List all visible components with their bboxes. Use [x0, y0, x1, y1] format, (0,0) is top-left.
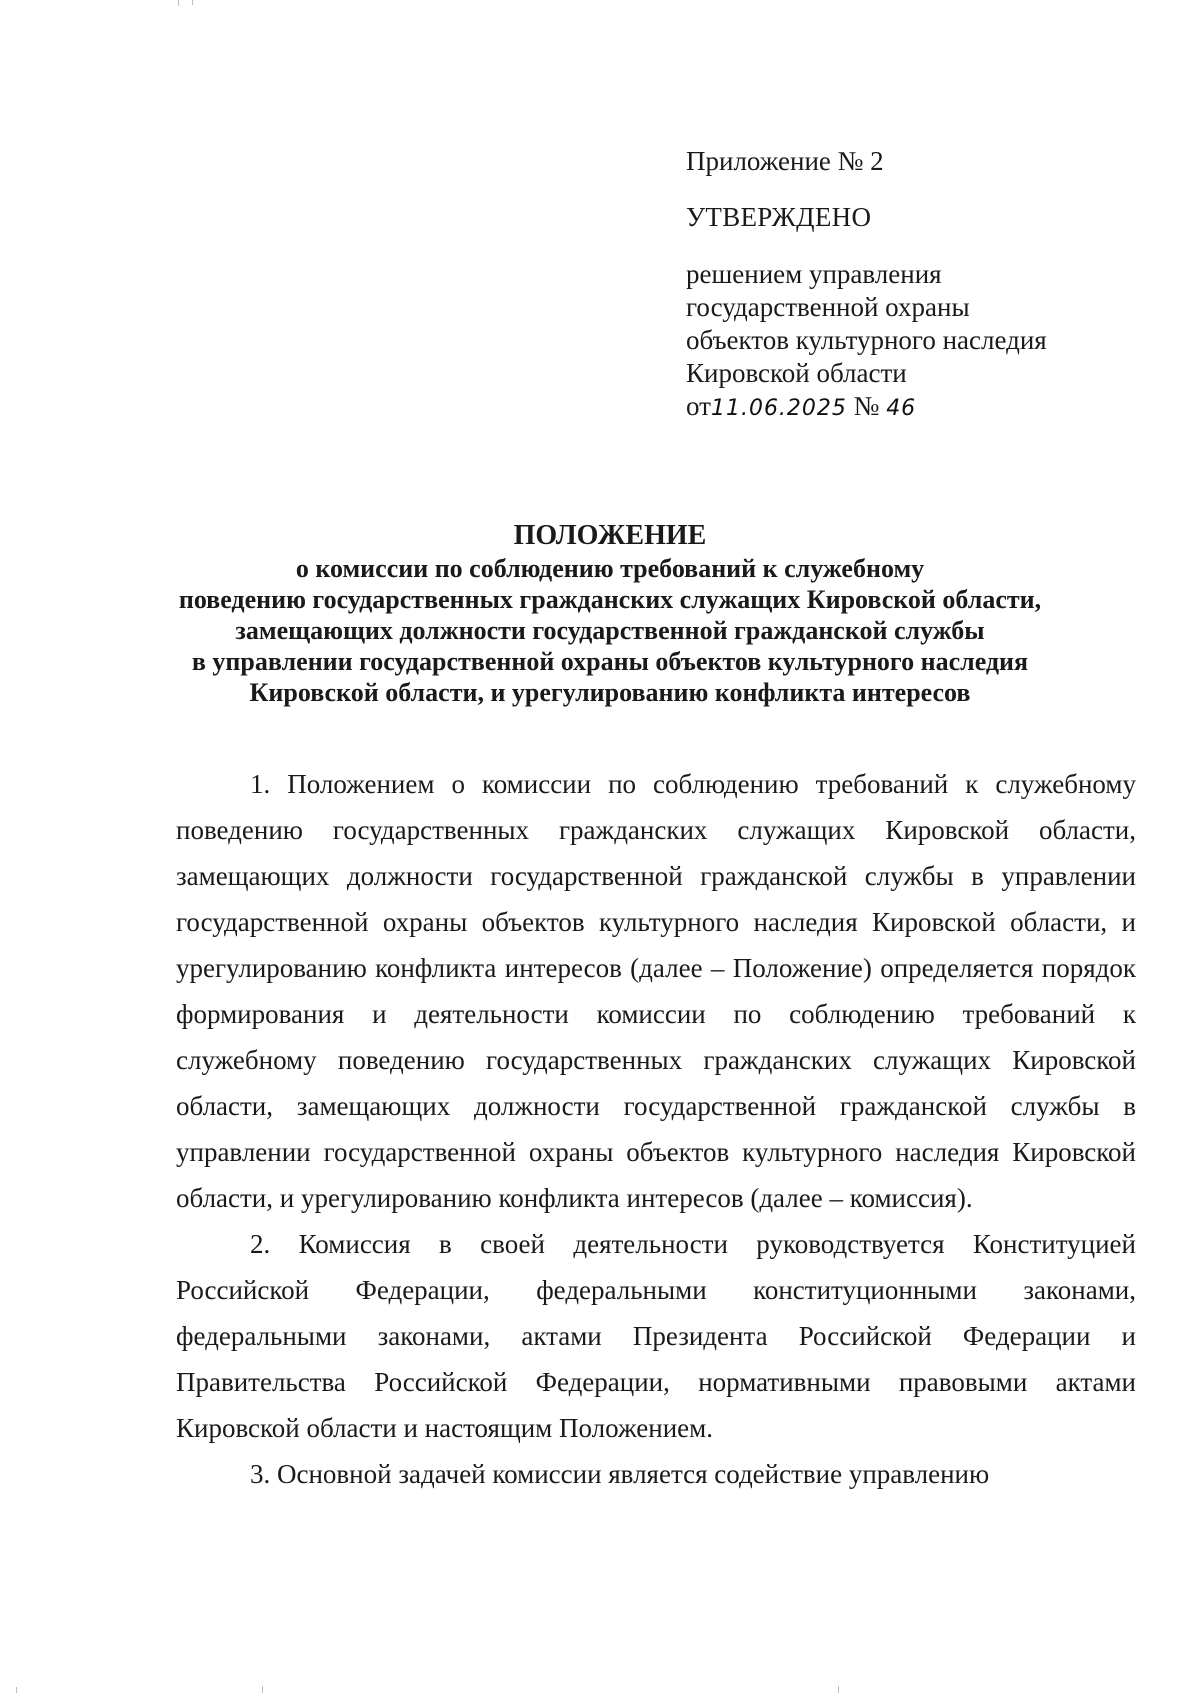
- document-body: [176, 761, 1136, 1497]
- approved-label: УТВЕРЖДЕНО: [686, 202, 872, 232]
- approval-stamp-block: [686, 145, 1146, 425]
- decision-text: [686, 258, 1146, 425]
- decision-line: объектов культурного наследия: [686, 325, 1047, 355]
- title-main: ПОЛОЖЕНИЕ: [513, 520, 707, 551]
- paragraph-3: 3. Основной задачей комиссии является содействие управлению: [250, 1459, 990, 1489]
- decision-date-line: [686, 390, 1146, 425]
- handwritten-number: 46: [886, 396, 917, 421]
- scan-edge-mark-bottom-2: [838, 1686, 839, 1693]
- date-prefix: от: [686, 391, 711, 421]
- paragraph-2: 2. Комиссия в своей деятельности руководствуется Конституцией Российской Федерации, федеральными конституционными законами, федеральными законами, актами Президента Российской Федерации и Правительства Российской Федерации, нормативными правовыми актами Кировской области и настоящим Положением.: [176, 1229, 1136, 1443]
- scan-edge-mark-top-2: [192, 0, 193, 5]
- handwritten-date: 11.06.2025: [710, 396, 847, 421]
- document-title: [150, 520, 1070, 708]
- scan-edge-mark-bottom-3: [16, 1687, 17, 1693]
- scan-edge-mark-bottom: [262, 1686, 263, 1693]
- decision-line: государственной охраны: [686, 292, 970, 322]
- scan-edge-mark-top: [178, 0, 179, 6]
- title-line: поведению государственных гражданских служащих Кировской области,: [178, 585, 1042, 614]
- title-line: Кировской области, и урегулированию конфликта интересов: [249, 678, 971, 707]
- number-sign: №: [853, 391, 880, 421]
- paragraph-1: 1. Положением о комиссии по соблюдению требований к служебному поведению государственных гражданских служащих Кировской области, замещающих должности государственной гражданской службы в управлении государственной охраны объектов культурного наследия Кировской области, и урегулированию конфликта интересов (далее – Положение) определяется порядок формирования и деятельности комиссии по соблюдению требований к служебному поведению государственных гражданских служащих Кировской области, замещающих должности государственной гражданской службы в управлении государственной охраны объектов культурного наследия Кировской области, и урегулированию конфликта интересов (далее – комиссия).: [176, 769, 1136, 1213]
- decision-line: Кировской области: [686, 358, 907, 388]
- title-line: в управлении государственной охраны объектов культурного наследия: [191, 647, 1029, 676]
- title-line: замещающих должности государственной гражданской службы: [235, 616, 985, 645]
- decision-line: решением управления: [686, 259, 942, 289]
- title-line: о комиссии по соблюдению требований к служебному: [295, 554, 925, 583]
- appendix-number: Приложение № 2: [686, 146, 884, 176]
